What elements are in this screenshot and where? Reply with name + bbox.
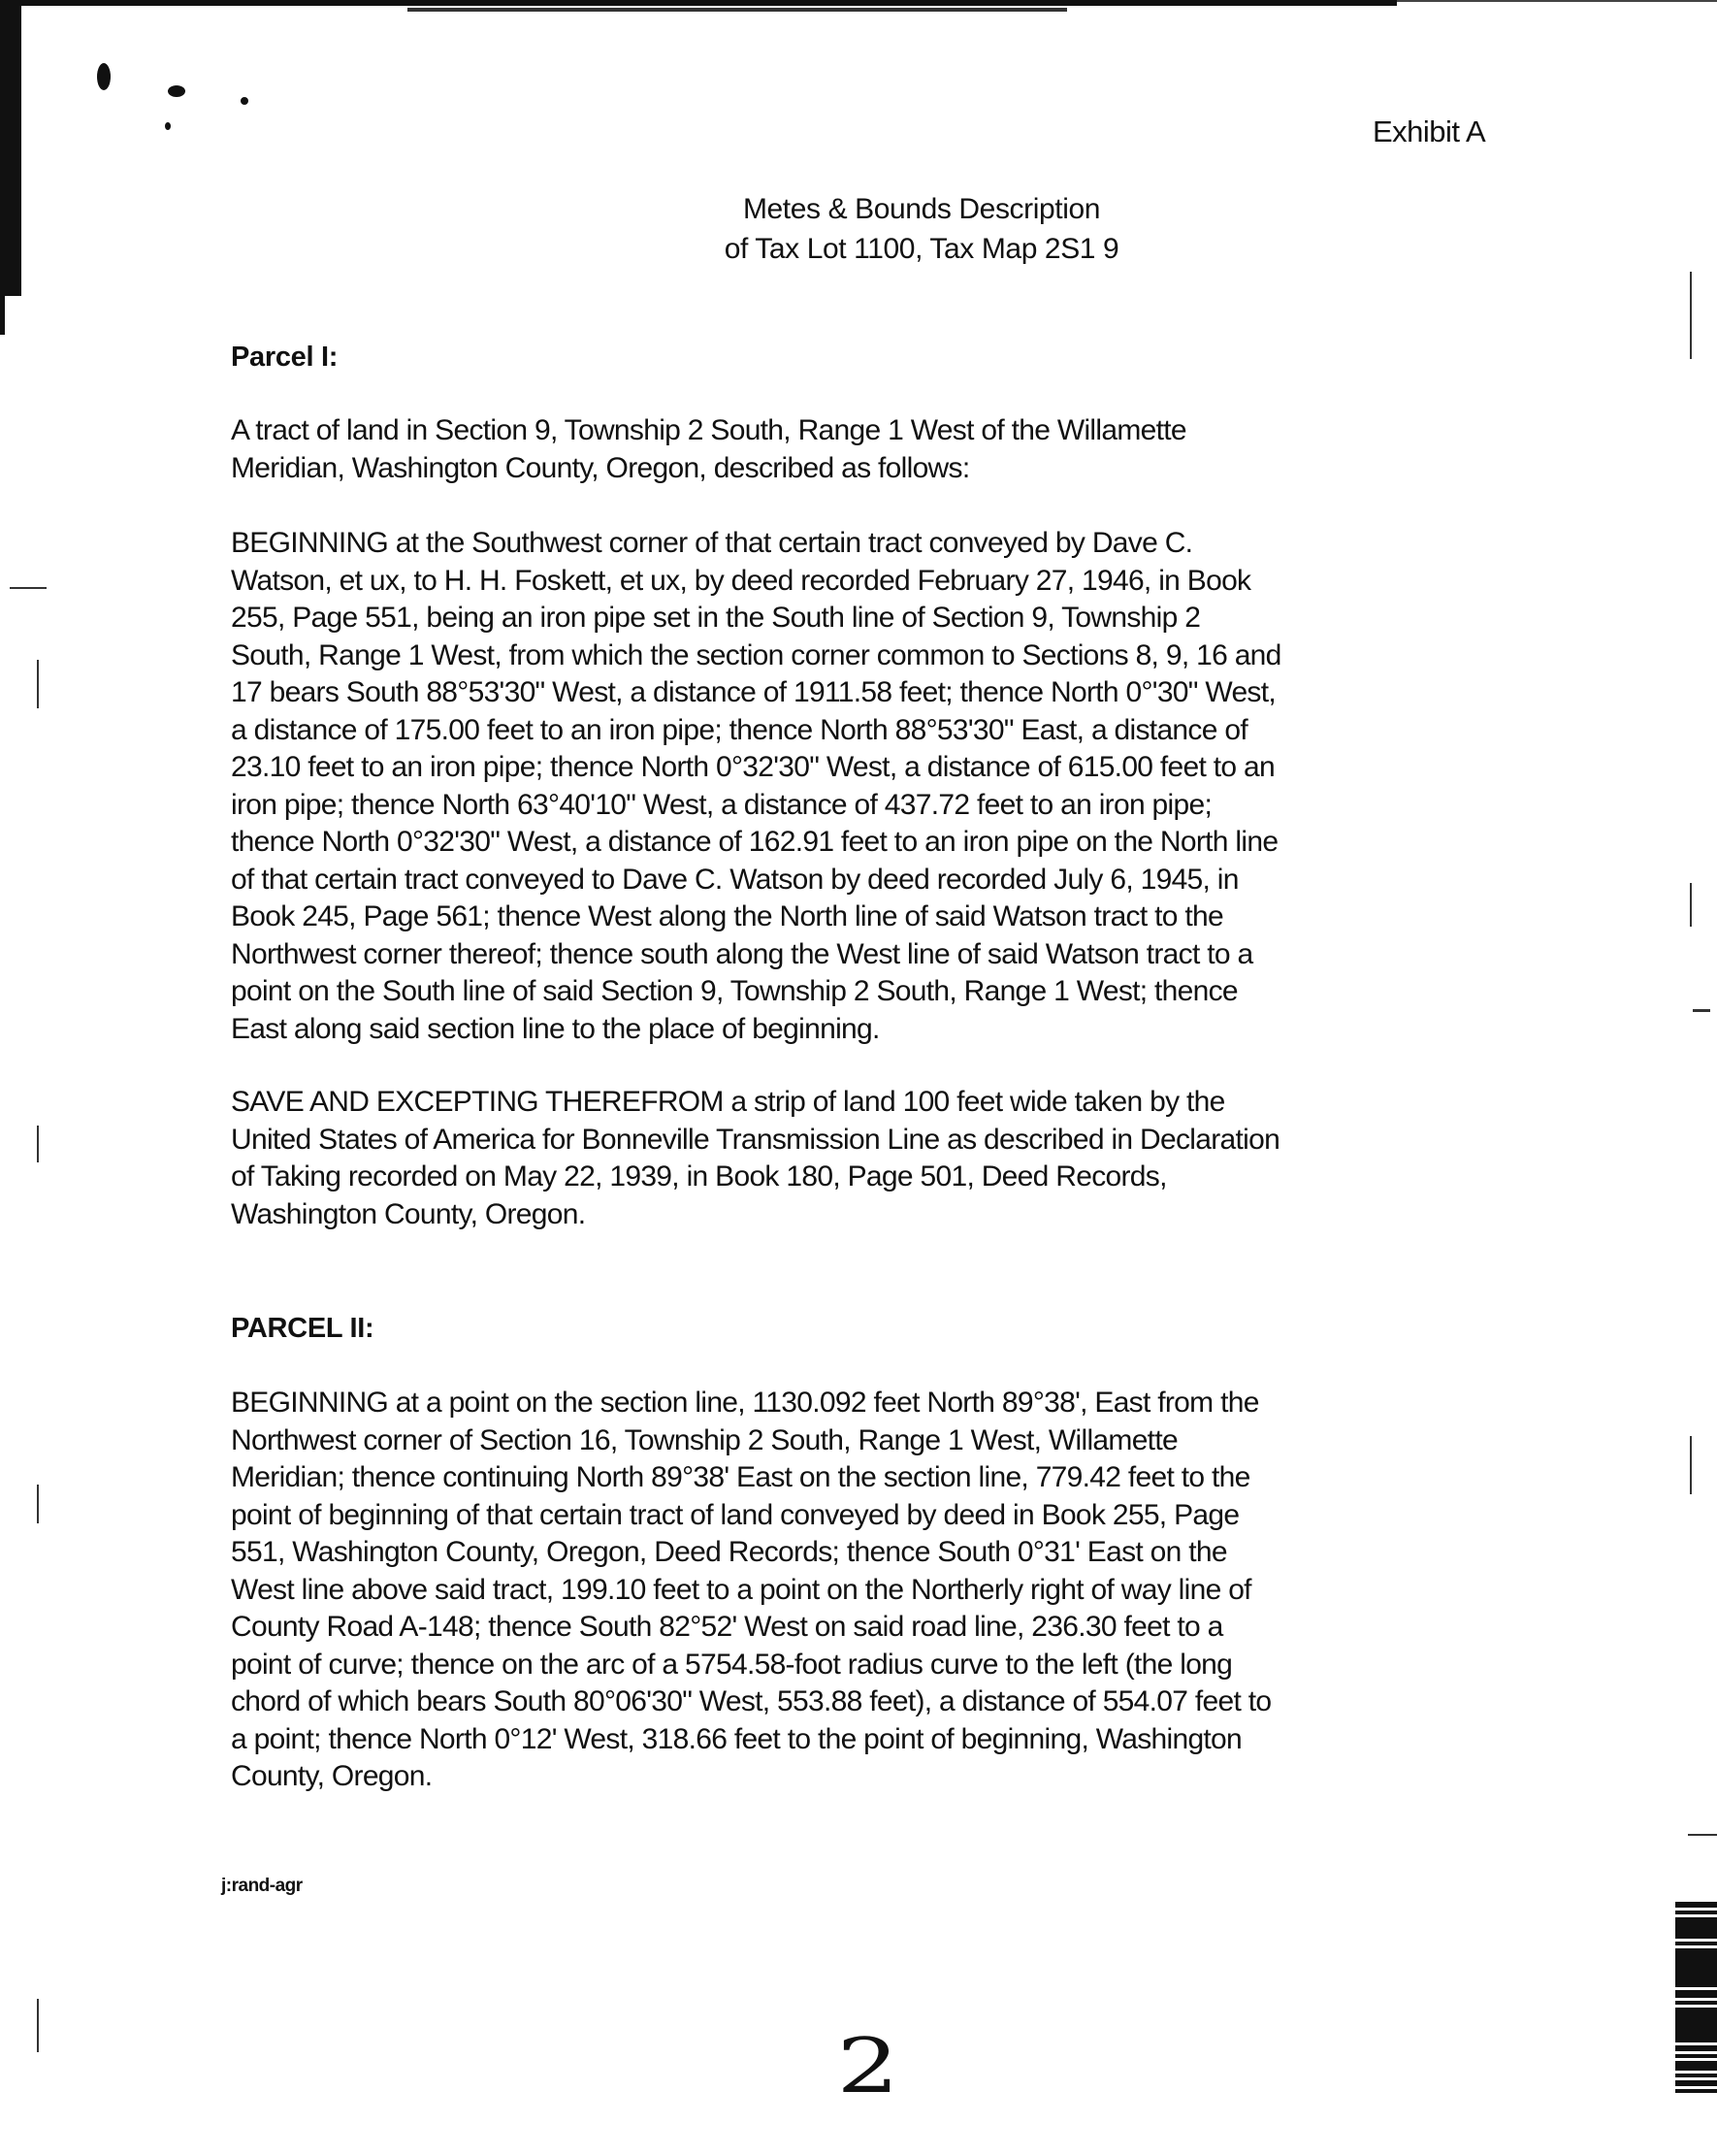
text-line: County, Oregon.	[231, 1760, 433, 1792]
parcel-1-intro	[231, 412, 1511, 487]
title-line: of Tax Lot 1100, Tax Map 2S1 9	[724, 233, 1119, 265]
scan-edge-mark	[1690, 272, 1692, 359]
text-line: West line above said tract, 199.10 feet to a point on the Northerly right of way line of	[231, 1573, 1251, 1606]
scan-speck	[97, 63, 111, 90]
text-line: Meridian, Washington County, Oregon, described as follows:	[231, 451, 970, 484]
text-line: a distance of 175.00 feet to an iron pipe; thence North 88°53'30" East, a distance of	[231, 713, 1247, 746]
scan-edge-mark	[37, 660, 39, 708]
text-line: Northwest corner of Section 16, Township 2 South, Range 1 West, Willamette	[231, 1423, 1178, 1456]
scan-barcode	[1675, 1902, 1717, 2125]
text-line: County Road A-148; thence South 82°52' West on said road line, 236.30 feet to a	[231, 1611, 1223, 1643]
parcel-1-exception	[231, 1084, 1511, 1233]
scan-edge-mark	[37, 1999, 39, 2052]
text-line: United States of America for Bonneville Transmission Line as described in Declaration	[231, 1123, 1280, 1156]
parcel-2-heading: PARCEL II:	[231, 1313, 374, 1344]
text-line: thence North 0°32'30" West, a distance of 162.91 feet to an iron pipe on the North line	[231, 826, 1279, 858]
handwritten-page-number: 2	[836, 2023, 900, 2110]
scan-edge-mark	[1688, 1834, 1717, 1836]
scan-top-border	[0, 0, 1397, 6]
text-line: Book 245, Page 561; thence West along the North line of said Watson tract to the	[231, 900, 1223, 932]
scan-speck	[241, 97, 248, 105]
text-line: East along said section line to the place of beginning.	[231, 1012, 880, 1045]
text-line: point of curve; thence on the arc of a 5754.58-foot radius curve to the left (the long	[231, 1648, 1233, 1681]
text-line: SAVE AND EXCEPTING THEREFROM a strip of land 100 feet wide taken by the	[231, 1086, 1225, 1118]
text-line: 255, Page 551, being an iron pipe set in the South line of Section 9, Township 2	[231, 602, 1201, 634]
scan-speck	[168, 85, 185, 97]
document-title	[0, 189, 1717, 269]
text-line: Meridian; thence continuing North 89°38' East on the section line, 779.42 feet to the	[231, 1461, 1250, 1493]
scan-left-border-tail	[0, 296, 5, 335]
scan-edge-mark	[1690, 883, 1692, 927]
parcel-1-description	[231, 525, 1511, 1048]
text-line: Northwest corner thereof; thence south along the West line of said Watson tract to a	[231, 937, 1253, 970]
scan-edge-mark	[37, 1126, 39, 1162]
text-line: chord of which bears South 80°06'30" West, 553.88 feet), a distance of 554.07 feet to	[231, 1685, 1272, 1717]
footer-file-code: j:rand-agr	[221, 1876, 303, 1896]
scan-top-border-right	[1397, 0, 1717, 2]
text-line: of that certain tract conveyed to Dave C. Watson by deed recorded July 6, 1945, in	[231, 863, 1239, 896]
text-line: BEGINNING at a point on the section line, 1130.092 feet North 89°38', East from the	[231, 1387, 1259, 1419]
text-line: A tract of land in Section 9, Township 2 South, Range 1 West of the Willamette	[231, 414, 1186, 446]
scan-top-border-inner	[407, 8, 1067, 12]
text-line: South, Range 1 West, from which the section corner common to Sections 8, 9, 16 and	[231, 638, 1281, 671]
parcel-1-heading: Parcel I:	[231, 342, 339, 373]
text-line: point of beginning of that certain tract of land conveyed by deed in Book 255, Page	[231, 1498, 1240, 1531]
text-line: point on the South line of said Section 9, Township 2 South, Range 1 West; thence	[231, 975, 1238, 1007]
text-line: a point; thence North 0°12' West, 318.66 feet to the point of beginning, Washington	[231, 1722, 1243, 1755]
text-line: 17 bears South 88°53'30" West, a distance of 1911.58 feet; thence North 0°'30" West,	[231, 676, 1276, 708]
text-line: of Taking recorded on May 22, 1939, in Book 180, Page 501, Deed Records,	[231, 1160, 1167, 1192]
parcel-2-description	[231, 1385, 1511, 1796]
title-line: Metes & Bounds Description	[742, 193, 1101, 225]
scan-edge-mark	[10, 587, 47, 589]
scan-edge-mark	[1690, 1436, 1692, 1494]
text-line: Washington County, Oregon.	[231, 1197, 586, 1230]
scan-edge-mark	[37, 1485, 39, 1523]
scan-speck	[165, 122, 171, 130]
text-line: BEGINNING at the Southwest corner of that certain tract conveyed by Dave C.	[231, 527, 1193, 559]
scan-edge-mark	[1693, 1009, 1710, 1012]
text-line: 23.10 feet to an iron pipe; thence North 0°32'30" West, a distance of 615.00 feet to an	[231, 751, 1276, 783]
text-line: 551, Washington County, Oregon, Deed Records; thence South 0°31' East on the	[231, 1536, 1227, 1568]
text-line: Watson, et ux, to H. H. Foskett, et ux, by deed recorded February 27, 1946, in Book	[231, 564, 1251, 597]
text-line: iron pipe; thence North 63°40'10" West, a distance of 437.72 feet to an iron pipe;	[231, 788, 1213, 821]
exhibit-label: Exhibit A	[1373, 114, 1486, 148]
